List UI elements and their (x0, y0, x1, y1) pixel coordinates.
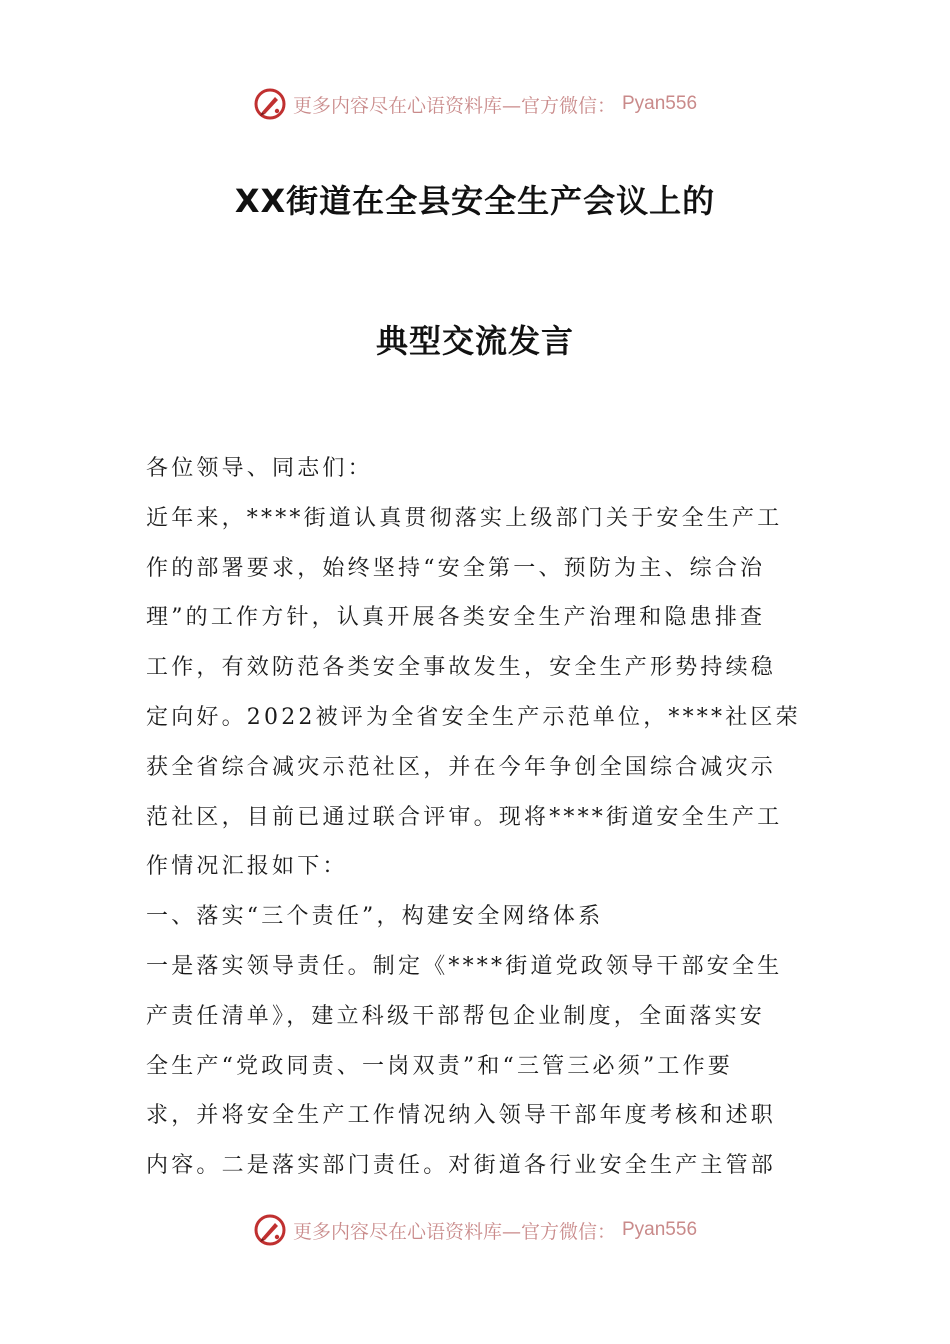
body-line: 范社区，目前已通过联合评审。现将****街道安全生产工 (146, 804, 783, 830)
document-title-line-2: 典型交流发言 (375, 322, 574, 360)
watermark-text: 更多内容尽在心语资料库—官方微信： (292, 1220, 616, 1243)
section-heading: 一、落实“三个责任”，构建安全网络体系 (146, 904, 604, 930)
pen-logo-icon (253, 87, 287, 121)
body-line: 求，并将安全生产工作情况纳入领导干部年度考核和述职 (146, 1103, 777, 1129)
body-line: 作情况汇报如下： (146, 854, 348, 880)
body-line: 工作，有效防范各类安全事故发生，安全生产形势持续稳 (146, 655, 777, 681)
body-line: 理”的工作方针，认真开展各类安全生产治理和隐患排查 (146, 605, 766, 631)
pen-logo-icon (253, 1213, 287, 1247)
body-line: 近年来，****街道认真贯彻落实上级部门关于安全生产工 (146, 505, 783, 531)
body-line: 各位领导、同志们： (146, 456, 373, 481)
body-line: 内容。二是落实部门责任。对街道各行业安全生产主管部 (146, 1153, 777, 1179)
document-title-line-1: XX街道在全县安全生产会议上的 (234, 182, 716, 220)
body-line: 定向好。2022被评为全省安全生产示范单位，****社区荣 (146, 704, 801, 730)
body-line: 获全省综合减灾示范社区，并在今年争创全国综合减灾示 (146, 754, 777, 780)
watermark-wechat-id: Pyan556 (622, 93, 698, 114)
body-line: 产责任清单》，建立科级干部帮包企业制度，全面落实安 (146, 1003, 766, 1029)
watermark-footer (0, 1210, 950, 1250)
body-line: 全生产“党政同责、一岗双责”和“三管三必须”工作要 (146, 1053, 733, 1079)
body-line: 一是落实领导责任。制定《****街道党政领导干部安全生 (146, 953, 783, 979)
document-body (146, 444, 806, 1191)
watermark-wechat-id: Pyan556 (622, 1219, 698, 1240)
watermark-text: 更多内容尽在心语资料库—官方微信： (292, 94, 616, 117)
body-line: 作的部署要求，始终坚持“安全第一、预防为主、综合治 (146, 555, 766, 581)
watermark-header (0, 84, 950, 124)
